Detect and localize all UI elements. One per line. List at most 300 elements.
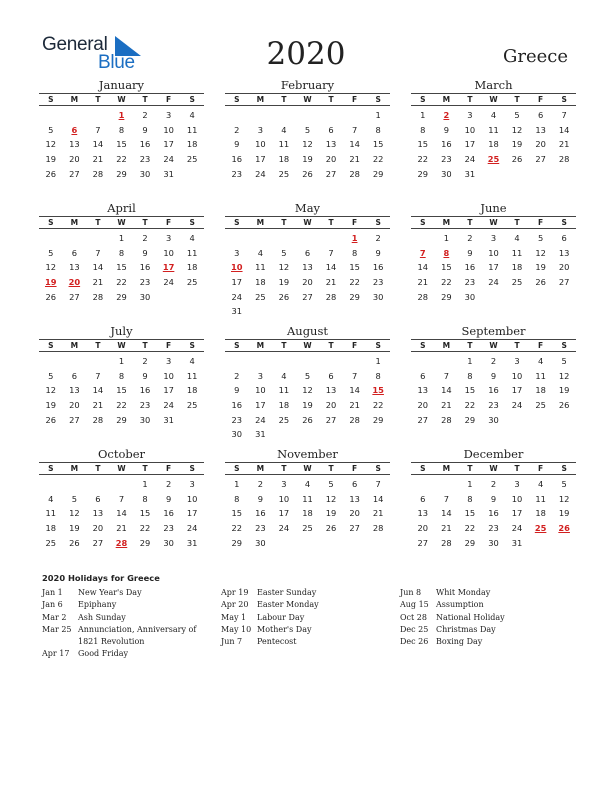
holiday-day-cell: 17 [162, 262, 175, 273]
day-cell: 22 [139, 523, 151, 534]
holiday-date: Aug 15 [400, 600, 429, 610]
holiday-name: Boxing Day [436, 637, 483, 647]
day-cell: 24 [163, 277, 174, 288]
day-cell: 6 [71, 370, 77, 381]
day-cell: 19 [535, 262, 546, 273]
weekday-label: S [234, 464, 240, 473]
day-cell: 23 [464, 277, 476, 288]
day-cell: 27 [535, 154, 546, 165]
day-cell: 14 [92, 139, 104, 150]
day-cell: 12 [535, 247, 546, 258]
day-cell: 28 [349, 168, 360, 179]
day-grid [411, 475, 576, 550]
day-cell: 28 [417, 291, 429, 302]
day-cell: 14 [116, 508, 127, 519]
day-cell: 9 [443, 124, 449, 135]
empty-day-cell [63, 108, 87, 123]
day-cell: 19 [325, 508, 337, 519]
weekday-header [411, 216, 576, 229]
weekday-label: F [352, 95, 358, 104]
day-cell: 10 [255, 385, 266, 396]
holiday-entry [400, 624, 564, 636]
weekday-label: W [489, 464, 498, 473]
day-cell: 17 [255, 154, 266, 165]
day-cell: 9 [234, 139, 240, 150]
day-cell: 18 [278, 154, 290, 165]
weekday-label: T [514, 95, 520, 104]
month-september [411, 324, 576, 427]
day-cell: 18 [302, 508, 313, 519]
weekday-label: T [467, 218, 473, 227]
day-cell: 3 [514, 356, 520, 366]
day-cell: 27 [69, 291, 80, 302]
weekday-label: F [538, 464, 544, 473]
day-cell: 15 [116, 262, 127, 273]
weekday-label: M [442, 341, 451, 350]
weekday-label: T [142, 464, 148, 473]
day-cell: 24 [255, 168, 266, 179]
empty-day-cell [63, 231, 87, 246]
weekday-label: T [281, 341, 287, 350]
holiday-day-cell: 7 [419, 247, 426, 258]
day-grid [225, 106, 390, 181]
day-cell: 29 [116, 168, 127, 179]
day-cell: 2 [165, 479, 172, 489]
weekday-label: S [375, 341, 381, 350]
day-cell: 30 [488, 537, 499, 548]
day-cell: 16 [255, 508, 266, 519]
weekday-label: W [117, 218, 126, 227]
day-cell: 31 [255, 429, 266, 440]
day-cell: 30 [139, 168, 151, 179]
day-cell: 14 [349, 385, 360, 396]
day-cell: 20 [69, 400, 80, 411]
day-cell: 25 [186, 154, 198, 165]
weekday-label: S [420, 341, 426, 350]
day-cell: 22 [116, 277, 127, 288]
day-cell: 21 [92, 400, 104, 411]
day-cell: 7 [443, 370, 449, 381]
day-cell: 7 [95, 370, 101, 381]
holiday-entry [400, 599, 564, 611]
day-grid [411, 229, 576, 304]
weekday-label: M [256, 464, 265, 473]
day-cell: 13 [69, 385, 80, 396]
day-cell: 12 [302, 139, 313, 150]
weekday-header [39, 93, 204, 106]
day-cell: 5 [537, 233, 544, 243]
day-cell: 11 [511, 247, 523, 258]
holiday-day-cell: 1 [351, 233, 358, 243]
day-cell: 23 [231, 168, 243, 179]
holiday-entry [400, 587, 564, 599]
day-cell: 19 [558, 385, 570, 396]
day-cell: 12 [511, 124, 523, 135]
month-name: January [98, 78, 145, 92]
empty-day-cell [411, 354, 435, 369]
country-name: Greece [502, 46, 568, 67]
day-cell: 28 [558, 154, 570, 165]
day-cell: 28 [441, 537, 452, 548]
weekday-label: S [189, 218, 195, 227]
holiday-day-cell: 15 [372, 385, 384, 396]
day-cell: 5 [48, 247, 54, 258]
day-cell: 29 [139, 537, 151, 548]
weekday-label: F [166, 464, 172, 473]
day-cell: 11 [186, 247, 198, 258]
day-cell: 11 [186, 370, 198, 381]
day-cell: 14 [372, 493, 384, 504]
weekday-label: S [375, 464, 381, 473]
day-cell: 10 [488, 247, 499, 258]
weekday-header [411, 93, 576, 106]
day-cell: 7 [118, 493, 125, 504]
holiday-name: Labour Day [257, 612, 305, 622]
day-cell: 16 [139, 139, 151, 150]
day-cell: 22 [349, 277, 360, 288]
day-cell: 10 [186, 493, 198, 504]
day-cell: 3 [257, 124, 263, 135]
weekday-label: T [467, 95, 473, 104]
day-cell: 18 [278, 400, 290, 411]
day-cell: 1 [375, 356, 381, 366]
holiday-day-cell: 28 [115, 537, 128, 548]
day-cell: 29 [464, 537, 476, 548]
day-cell: 14 [349, 139, 360, 150]
day-cell: 1 [375, 110, 381, 120]
weekday-label: S [48, 218, 54, 227]
holiday-day-cell: 25 [534, 523, 547, 534]
day-cell: 11 [302, 493, 313, 504]
weekday-label: S [234, 341, 240, 350]
weekday-label: S [48, 341, 54, 350]
day-cell: 9 [490, 493, 497, 504]
day-cell: 23 [372, 277, 384, 288]
weekday-header [411, 462, 576, 475]
day-cell: 2 [234, 370, 240, 381]
holiday-date: Jan 1 [42, 588, 63, 597]
month-name: May [294, 201, 321, 215]
day-cell: 2 [375, 233, 381, 243]
day-cell: 18 [535, 508, 546, 519]
day-cell: 17 [231, 277, 243, 288]
month-december [411, 447, 576, 550]
day-cell: 25 [45, 537, 57, 548]
empty-day-cell [435, 477, 459, 492]
day-cell: 24 [163, 154, 174, 165]
day-cell: 8 [118, 370, 125, 381]
month-april [39, 201, 204, 304]
day-cell: 14 [325, 262, 337, 273]
weekday-label: T [328, 218, 334, 227]
day-cell: 3 [514, 479, 520, 489]
day-cell: 24 [255, 414, 266, 425]
empty-day-cell [86, 108, 110, 123]
day-cell: 11 [45, 508, 57, 519]
month-july [39, 324, 204, 427]
holiday-day-cell: 10 [231, 262, 243, 273]
day-cell: 15 [464, 508, 476, 519]
day-cell: 31 [464, 168, 476, 179]
day-cell: 6 [304, 247, 311, 258]
day-cell: 9 [234, 385, 240, 396]
day-cell: 25 [535, 400, 546, 411]
day-cell: 12 [558, 370, 570, 381]
day-cell: 12 [45, 262, 57, 273]
weekday-header [411, 339, 576, 352]
day-cell: 11 [278, 139, 290, 150]
day-cell: 17 [278, 508, 290, 519]
empty-day-cell [86, 231, 110, 246]
day-cell: 2 [467, 233, 473, 243]
day-cell: 17 [186, 508, 198, 519]
weekday-label: T [142, 95, 148, 104]
weekday-label: S [234, 95, 240, 104]
day-cell: 26 [69, 537, 80, 548]
holiday-name: New Year's Day [78, 588, 142, 597]
holiday-name: Assumption [436, 600, 484, 610]
day-cell: 6 [420, 493, 426, 504]
holiday-column [221, 587, 385, 648]
empty-day-cell [63, 354, 87, 369]
day-cell: 19 [302, 400, 313, 411]
weekday-label: T [467, 341, 473, 350]
day-cell: 9 [375, 247, 381, 258]
day-cell: 19 [278, 277, 290, 288]
day-cell: 26 [302, 414, 313, 425]
day-cell: 16 [372, 262, 384, 273]
day-cell: 30 [372, 291, 384, 302]
day-cell: 14 [92, 385, 104, 396]
day-cell: 2 [490, 356, 497, 366]
day-cell: 31 [231, 306, 243, 317]
weekday-label: M [70, 464, 79, 473]
day-cell: 3 [165, 110, 172, 120]
holiday-day-cell: 8 [443, 247, 450, 258]
day-cell: 5 [561, 356, 567, 366]
empty-day-cell [435, 354, 459, 369]
day-cell: 13 [558, 247, 570, 258]
day-cell: 23 [163, 523, 174, 534]
day-cell: 2 [490, 479, 497, 489]
weekday-label: F [538, 218, 544, 227]
weekday-label: W [303, 464, 312, 473]
holiday-name: Easter Monday [257, 600, 319, 610]
day-cell: 18 [186, 385, 198, 396]
day-cell: 19 [302, 154, 313, 165]
day-cell: 8 [420, 124, 426, 135]
day-cell: 24 [464, 154, 476, 165]
day-cell: 23 [441, 154, 452, 165]
weekday-header [39, 216, 204, 229]
weekday-label: T [142, 341, 148, 350]
day-cell: 15 [139, 508, 151, 519]
weekday-label: T [467, 464, 473, 473]
day-cell: 28 [92, 168, 104, 179]
day-cell: 26 [511, 154, 523, 165]
day-cell: 4 [304, 479, 311, 489]
day-cell: 7 [561, 110, 567, 120]
day-cell: 25 [511, 277, 523, 288]
day-cell: 13 [69, 262, 80, 273]
day-cell: 29 [116, 291, 127, 302]
day-cell: 20 [69, 154, 80, 165]
day-cell: 28 [92, 414, 104, 425]
day-cell: 16 [231, 400, 243, 411]
weekday-header [39, 339, 204, 352]
weekday-header [225, 216, 390, 229]
holiday-entry [42, 624, 206, 649]
holiday-name: National Holiday [436, 612, 505, 622]
day-cell: 28 [441, 414, 452, 425]
day-cell: 23 [139, 400, 151, 411]
holiday-date: May 1 [221, 612, 247, 622]
day-cell: 16 [231, 154, 243, 165]
holiday-date: Jan 6 [42, 600, 63, 610]
day-cell: 1 [443, 233, 449, 243]
day-cell: 29 [231, 537, 243, 548]
day-cell: 26 [302, 168, 313, 179]
day-cell: 21 [417, 277, 429, 288]
day-cell: 7 [443, 493, 449, 504]
year-title: 2020 [266, 36, 346, 72]
day-cell: 27 [558, 277, 570, 288]
day-cell: 27 [69, 414, 80, 425]
day-cell: 12 [45, 139, 57, 150]
month-name: April [107, 201, 136, 215]
weekday-header [39, 462, 204, 475]
month-november [225, 447, 390, 550]
day-cell: 12 [278, 262, 290, 273]
weekday-label: T [95, 341, 101, 350]
weekday-label: W [489, 218, 498, 227]
day-cell: 7 [375, 479, 381, 489]
day-cell: 13 [69, 139, 80, 150]
day-cell: 22 [372, 400, 384, 411]
weekday-label: W [303, 218, 312, 227]
day-cell: 10 [163, 124, 174, 135]
day-cell: 30 [139, 291, 151, 302]
weekday-label: S [561, 464, 567, 473]
day-grid [39, 229, 204, 304]
day-cell: 27 [69, 168, 80, 179]
weekday-label: S [189, 464, 195, 473]
weekday-label: M [442, 464, 451, 473]
weekday-label: S [189, 95, 195, 104]
day-cell: 2 [142, 233, 148, 243]
day-cell: 16 [488, 508, 499, 519]
empty-day-cell [86, 477, 110, 492]
day-cell: 17 [488, 262, 499, 273]
day-cell: 8 [351, 247, 358, 258]
day-cell: 19 [45, 154, 57, 165]
day-cell: 19 [558, 508, 570, 519]
weekday-label: S [375, 218, 381, 227]
day-cell: 6 [420, 370, 426, 381]
holiday-date: Dec 26 [400, 637, 429, 647]
weekday-label: T [95, 95, 101, 104]
day-cell: 9 [142, 247, 148, 258]
day-cell: 28 [325, 291, 337, 302]
holiday-date: Mar 2 [42, 612, 67, 622]
weekday-label: S [420, 95, 426, 104]
holiday-entry [42, 612, 206, 624]
month-name: December [463, 447, 524, 461]
day-cell: 15 [417, 139, 429, 150]
day-cell: 2 [142, 356, 148, 366]
day-cell: 17 [464, 139, 476, 150]
weekday-label: M [256, 218, 265, 227]
day-cell: 4 [281, 370, 287, 381]
day-cell: 5 [281, 247, 287, 258]
day-cell: 23 [255, 523, 266, 534]
day-cell: 24 [488, 277, 499, 288]
month-august [225, 324, 390, 442]
logo-word-general: General [42, 34, 108, 55]
day-cell: 3 [189, 479, 195, 489]
weekday-label: S [420, 218, 426, 227]
day-cell: 13 [417, 385, 429, 396]
weekday-label: T [328, 464, 334, 473]
holiday-entry [42, 648, 206, 660]
day-cell: 20 [417, 400, 429, 411]
month-name: February [280, 78, 335, 92]
day-cell: 9 [257, 493, 263, 504]
day-cell: 4 [490, 110, 497, 120]
holiday-date: Apr 19 [221, 588, 249, 597]
day-cell: 1 [142, 479, 148, 489]
day-cell: 15 [231, 508, 243, 519]
day-cell: 25 [186, 277, 198, 288]
day-cell: 18 [186, 139, 198, 150]
day-cell: 3 [490, 233, 497, 243]
day-cell: 26 [45, 168, 57, 179]
day-cell: 31 [186, 537, 198, 548]
day-cell: 23 [488, 523, 499, 534]
day-cell: 28 [349, 414, 360, 425]
weekday-label: F [166, 341, 172, 350]
empty-day-cell [272, 108, 296, 123]
day-cell: 24 [186, 523, 198, 534]
day-cell: 21 [372, 508, 384, 519]
holiday-day-cell: 6 [71, 124, 78, 135]
month-january [39, 78, 204, 181]
day-cell: 18 [488, 139, 499, 150]
day-cell: 1 [467, 479, 473, 489]
day-cell: 22 [417, 154, 429, 165]
day-cell: 12 [302, 385, 313, 396]
weekday-label: M [256, 341, 265, 350]
weekday-label: T [281, 464, 287, 473]
day-cell: 18 [45, 523, 57, 534]
day-cell: 10 [255, 139, 266, 150]
holiday-name: Whit Monday [436, 588, 491, 597]
day-cell: 25 [302, 523, 313, 534]
holiday-entry [221, 587, 385, 599]
day-cell: 11 [535, 370, 546, 381]
holiday-entry [221, 636, 385, 648]
month-name: July [110, 324, 133, 338]
holiday-date: Apr 17 [42, 649, 70, 659]
empty-day-cell [319, 231, 343, 246]
day-grid [225, 229, 390, 319]
holiday-date: May 10 [221, 624, 252, 634]
weekday-label: T [142, 218, 148, 227]
day-cell: 4 [48, 493, 54, 504]
day-cell: 6 [95, 493, 101, 504]
holiday-date: Oct 28 [400, 612, 427, 622]
day-cell: 21 [349, 154, 360, 165]
